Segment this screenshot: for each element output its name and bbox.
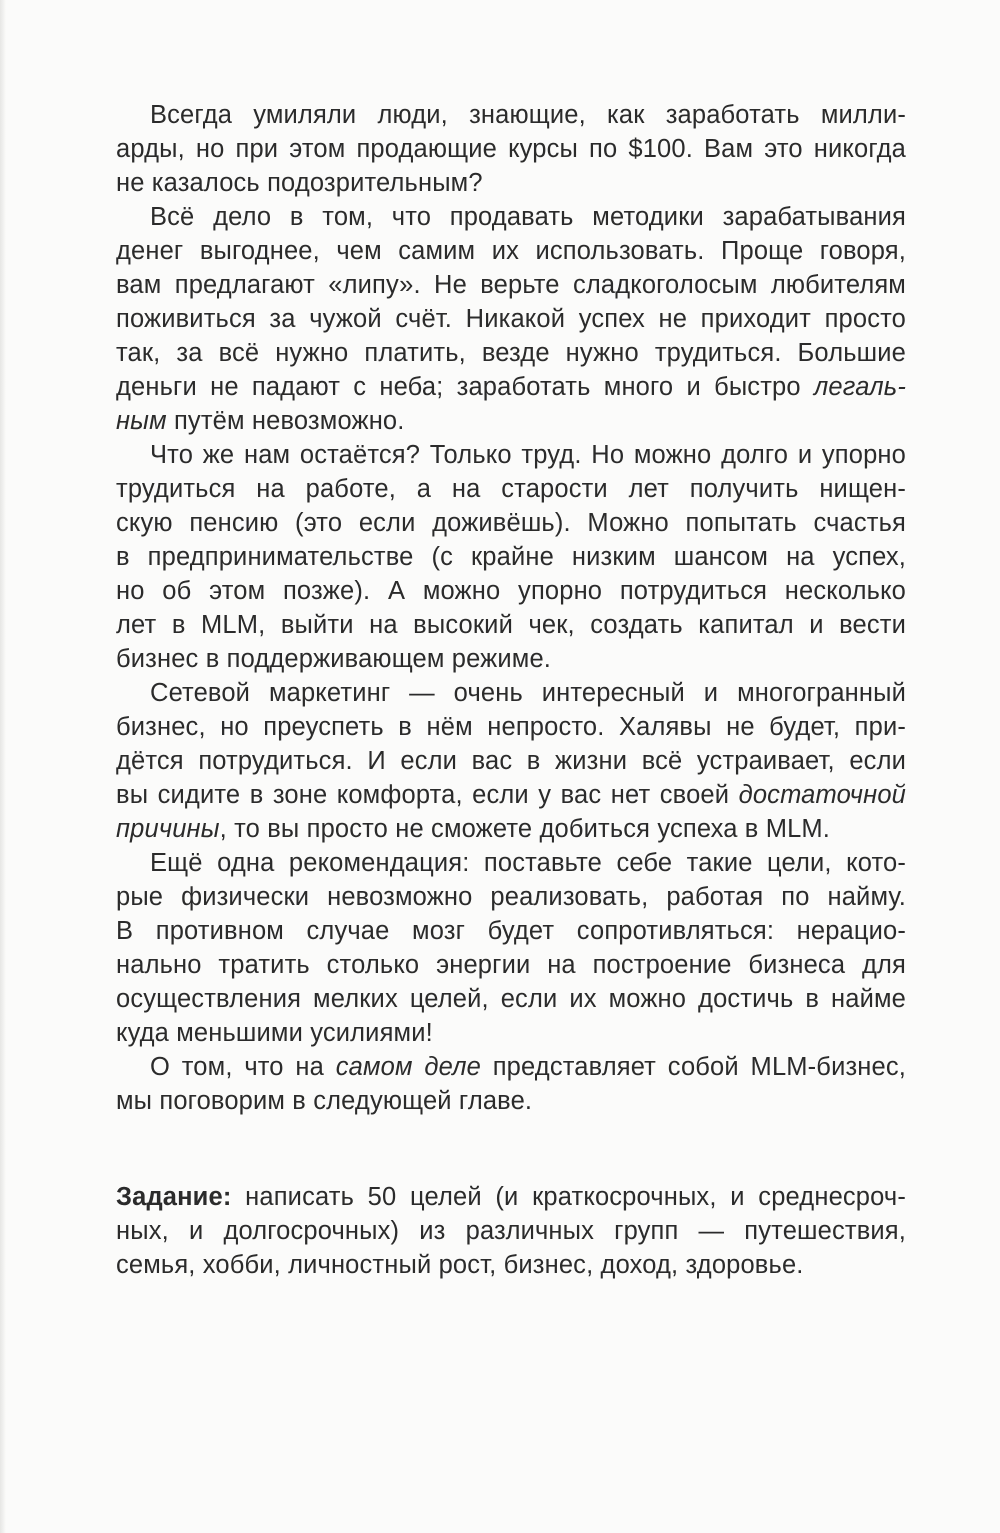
text-line xyxy=(116,1050,906,1084)
text-run: путём невозможно. xyxy=(166,407,405,435)
main-text xyxy=(116,98,906,1118)
text-run: лет в MLM, выйти на высокий чек, создать капитал и вести xyxy=(116,611,906,639)
text-line xyxy=(116,1016,906,1050)
italic-run: ным xyxy=(116,407,167,435)
text-run: денег выгоднее, чем самим их использовать. Проще говоря, xyxy=(116,237,906,265)
text-line xyxy=(116,200,906,234)
text-line xyxy=(116,302,906,336)
text-line xyxy=(116,1180,906,1214)
text-line xyxy=(116,166,906,200)
text-line xyxy=(116,1084,906,1118)
text-line xyxy=(116,234,906,268)
text-run: трудиться на работе, а на старости лет получить нищен- xyxy=(116,475,906,503)
text-line xyxy=(116,506,906,540)
text-run: но об этом позже). А можно упорно потрудиться несколько xyxy=(116,577,906,605)
text-line xyxy=(116,1248,906,1282)
text-run: написать 50 целей (и краткосрочных, и среднесроч- xyxy=(231,1183,906,1211)
text-line xyxy=(116,744,906,778)
paragraph xyxy=(116,200,906,438)
text-run: куда меньшими усилиями! xyxy=(116,1019,433,1047)
text-line xyxy=(116,472,906,506)
text-line xyxy=(116,268,906,302)
italic-run: достаточной xyxy=(738,781,906,809)
text-line xyxy=(116,642,906,676)
text-line xyxy=(116,98,906,132)
text-run: осуществления мелких целей, если их можно достичь в найме xyxy=(116,985,906,1013)
text-run: бизнес в поддерживающем режиме. xyxy=(116,645,552,673)
task-label: Задание: xyxy=(116,1183,232,1211)
text-line xyxy=(116,1214,906,1248)
text-run: рые физически невозможно реализовать, работая по найму. xyxy=(116,883,906,911)
text-run: нально тратить столько энергии на построение бизнеса для xyxy=(116,951,906,979)
text-run: бизнес, но преуспеть в нём непросто. Халявы не будет, при- xyxy=(116,713,906,741)
text-run: деньги не падают с неба; заработать много и быстро xyxy=(116,373,814,401)
paragraph xyxy=(116,846,906,1050)
text-run: мы поговорим в следующей главе. xyxy=(116,1087,533,1115)
text-run: дётся потрудиться. И если вас в жизни всё устраивает, если xyxy=(116,747,906,775)
task-block xyxy=(116,1180,906,1282)
italic-run: причины xyxy=(116,815,220,843)
text-run: не казалось подозрительным? xyxy=(116,169,483,197)
paragraph xyxy=(116,438,906,676)
text-run: О том, что на xyxy=(150,1053,336,1081)
paragraph xyxy=(116,676,906,846)
text-line xyxy=(116,914,906,948)
text-line xyxy=(116,846,906,880)
text-line xyxy=(116,540,906,574)
text-run: в предпринимательстве (с крайне низким шансом на успех, xyxy=(116,543,906,571)
text-run: ных, и долгосрочных) из различных групп — путешествия, xyxy=(116,1217,906,1245)
text-run: В противном случае мозг будет сопротивляться: нерацио- xyxy=(116,917,906,945)
text-line xyxy=(116,336,906,370)
text-line xyxy=(116,574,906,608)
text-run: семья, хобби, личностный рост, бизнес, доход, здоровье. xyxy=(116,1251,804,1279)
text-run: вам предлагают «липу». Не верьте сладкоголосым любителям xyxy=(116,271,906,299)
text-run: Ещё одна рекомендация: поставьте себе такие цели, кото- xyxy=(150,849,906,877)
text-line xyxy=(116,608,906,642)
text-run: так, за всё нужно платить, везде нужно трудиться. Большие xyxy=(116,339,906,367)
text-line xyxy=(116,404,906,438)
text-line xyxy=(116,710,906,744)
text-run: Всё дело в том, что продавать методики зарабатывания xyxy=(150,203,906,231)
text-line xyxy=(116,438,906,472)
text-run: скую пенсию (это если доживёшь). Можно попытать счастья xyxy=(116,509,906,537)
text-line xyxy=(116,370,906,404)
text-line xyxy=(116,132,906,166)
text-run: , то вы просто не сможете добиться успеха в MLM. xyxy=(219,815,831,843)
text-run: Что же нам остаётся? Только труд. Но можно долго и упорно xyxy=(150,441,906,469)
text-run: Всегда умиляли люди, знающие, как заработать милли- xyxy=(150,101,906,129)
text-line xyxy=(116,676,906,710)
italic-run: легаль- xyxy=(813,373,906,401)
text-line xyxy=(116,982,906,1016)
page-gutter-shadow xyxy=(0,0,6,1533)
text-run: представляет собой MLM-бизнес, xyxy=(480,1053,906,1081)
text-run: Сетевой маркетинг — очень интересный и многогранный xyxy=(150,679,906,707)
paragraph xyxy=(116,1050,906,1118)
paragraph xyxy=(116,98,906,200)
text-line xyxy=(116,812,906,846)
text-line xyxy=(116,880,906,914)
text-line xyxy=(116,948,906,982)
text-run: арды, но при этом продающие курсы по $100. Вам это никогда xyxy=(116,135,906,163)
text-run: вы сидите в зоне комфорта, если у вас нет своей xyxy=(116,781,739,809)
italic-run: самом деле xyxy=(335,1053,481,1081)
text-line xyxy=(116,778,906,812)
text-run: поживиться за чужой счёт. Никакой успех не приходит просто xyxy=(116,305,906,333)
